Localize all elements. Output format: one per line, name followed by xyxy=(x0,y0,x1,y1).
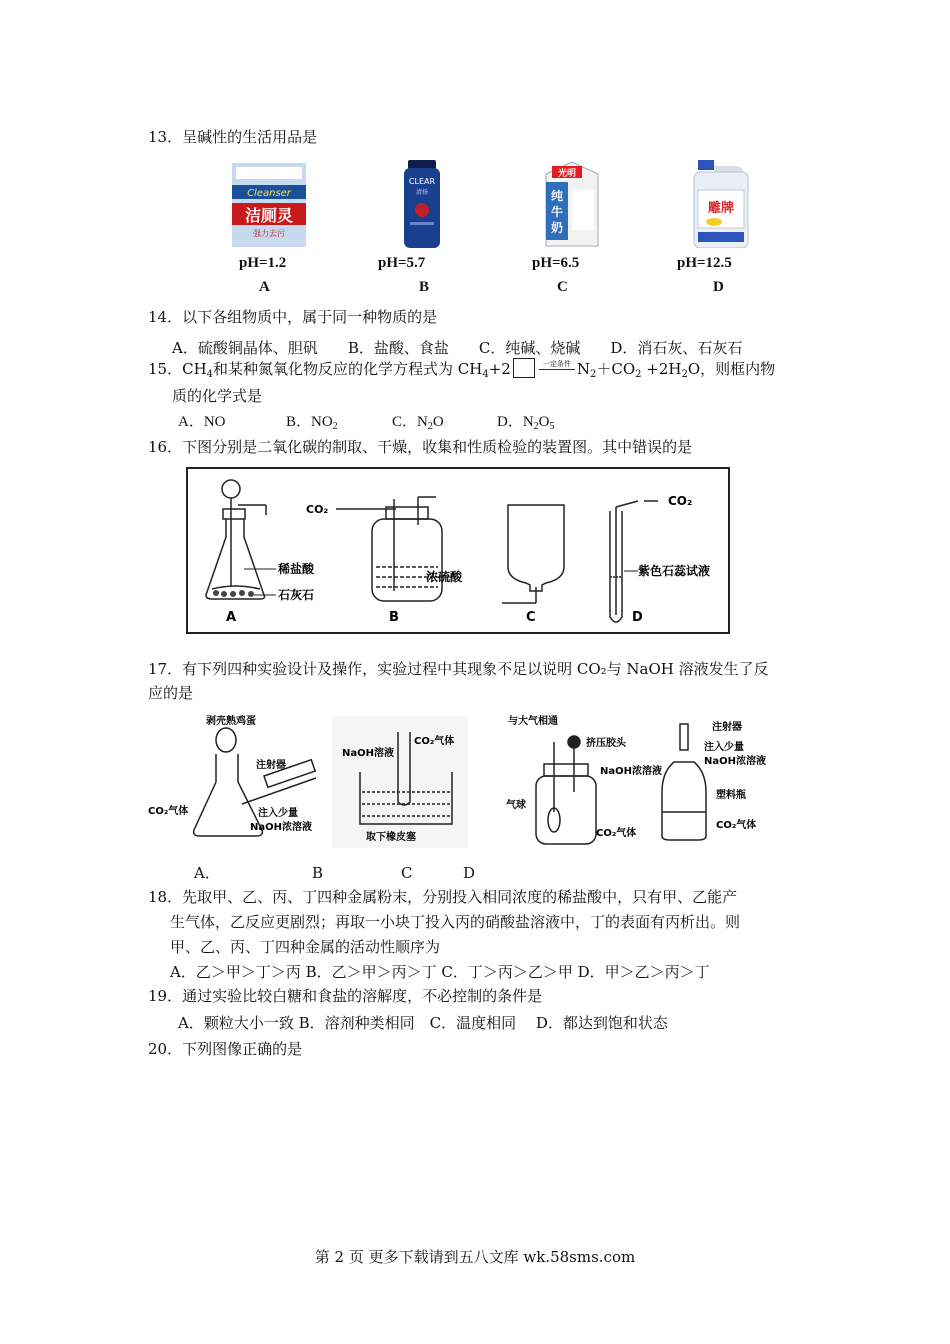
option-c-letter: C xyxy=(557,279,568,295)
q15-stem-line2: 质的化学式是 xyxy=(172,387,263,405)
q17-stem-line1: 17．有下列四种实验设计及操作，实验过程中其现象不足以说明 CO₂与 NaOH 溶液发生了反 xyxy=(148,660,769,678)
svg-text:NaOH溶液: NaOH溶液 xyxy=(342,748,394,759)
svg-text:剥壳熟鸡蛋: 剥壳熟鸡蛋 xyxy=(206,716,256,727)
product-b-image xyxy=(402,160,442,248)
q17-stem-line2: 应的是 xyxy=(148,684,194,702)
label-limestone: 石灰石 xyxy=(278,588,315,602)
q18-line3: 甲、乙、丙、丁四种金属的活动性顺序为 xyxy=(170,938,441,956)
svg-text:CO₂气体: CO₂气体 xyxy=(414,736,455,747)
product-a-ph: pH=1.2 xyxy=(239,255,287,271)
q19-options: A．颗粒大小一致 B．溶剂种类相同 C．温度相同 D．都达到饱和状态 xyxy=(178,1014,668,1032)
label-d: D xyxy=(632,610,643,625)
option-b-letter: B xyxy=(419,279,430,295)
svg-text:取下橡皮塞: 取下橡皮塞 xyxy=(366,832,416,843)
q18-line1: 18．先取甲、乙、丙、丁四种金属粉末，分别投入相同浓度的稀盐酸中，只有甲、乙能产 xyxy=(148,888,738,906)
svg-text:NaOH浓溶液: NaOH浓溶液 xyxy=(600,766,662,777)
label-acid: 稀盐酸 xyxy=(278,562,315,576)
q16-apparatus-figure xyxy=(186,467,730,634)
svg-text:牛: 牛 xyxy=(550,205,564,219)
svg-text:注射器: 注射器 xyxy=(256,760,286,771)
svg-text:NaOH浓溶液: NaOH浓溶液 xyxy=(250,822,312,833)
svg-text:注入少量: 注入少量 xyxy=(258,808,298,819)
q18-options: A．乙＞甲＞丁＞丙 B．乙＞甲＞丙＞丁 C．丁＞丙＞乙＞甲 D．甲＞乙＞丙＞丁 xyxy=(170,963,710,981)
svg-text:奶: 奶 xyxy=(550,221,564,235)
svg-text:CO₂气体: CO₂气体 xyxy=(596,828,637,839)
product-c-brand: 光明 xyxy=(557,169,577,179)
svg-text:注入少量: 注入少量 xyxy=(704,742,744,753)
product-d-ph: pH=12.5 xyxy=(677,255,732,271)
q15-option-d: D．$N_2O_5$ xyxy=(497,414,555,432)
svg-text:与大气相通: 与大气相通 xyxy=(508,716,558,727)
svg-text:挤压胶头: 挤压胶头 xyxy=(586,738,626,749)
q16-stem: 16．下图分别是二氧化碳的制取、干燥，收集和性质检验的装置图。其中错误的是 xyxy=(148,438,693,456)
answer-box xyxy=(513,358,535,378)
product-d-name: 雕牌 xyxy=(707,201,735,216)
q17-option-c: C xyxy=(401,864,413,882)
label-co2-d: CO₂ xyxy=(668,494,693,508)
q17-option-d: D xyxy=(463,864,476,882)
q14-options: A．硫酸铜晶体、胆矾 B．盐酸、食盐 C．纯碱、烧碱 D．消石灰、石灰石 xyxy=(172,339,743,357)
label-co2-b: CO₂ xyxy=(306,503,329,516)
product-d-image xyxy=(692,160,750,248)
q17-option-a: A． xyxy=(194,864,220,882)
option-a-letter: A xyxy=(259,279,270,295)
svg-text:NaOH浓溶液: NaOH浓溶液 xyxy=(704,756,766,767)
q15-option-a: A．NO xyxy=(178,414,226,430)
product-b-ph: pH=5.7 xyxy=(378,255,426,271)
q13-stem: 13．呈碱性的生活用品是 xyxy=(148,128,318,146)
reaction-condition: 一定条件 xyxy=(537,358,577,376)
svg-text:气球: 气球 xyxy=(506,800,526,811)
q15-option-b: B．$NO_2$ xyxy=(286,414,338,432)
product-c-ph: pH=6.5 xyxy=(532,255,580,271)
q20-stem: 20．下列图像正确的是 xyxy=(148,1040,303,1058)
q17-option-b: B xyxy=(312,864,324,882)
product-c-image xyxy=(542,160,602,248)
svg-text:CO₂气体: CO₂气体 xyxy=(716,820,757,831)
product-a-image xyxy=(232,163,306,247)
label-sulfuric: 浓硫酸 xyxy=(426,570,463,584)
svg-text:纯: 纯 xyxy=(550,189,564,203)
q15-option-c: C．$N_2O$ xyxy=(392,414,444,432)
label-a: A xyxy=(226,610,237,625)
q18-line2: 生气体，乙反应更剧烈；再取一小块丁投入丙的硝酸盐溶液中，丁的表面有丙析出。则 xyxy=(170,913,741,931)
q19-stem: 19．通过实验比较白糖和食盐的溶解度，不必控制的条件是 xyxy=(148,987,543,1005)
product-a-top: Cleanser xyxy=(247,188,291,199)
product-a-name: 洁厕灵 xyxy=(244,206,294,225)
product-b-sub: 清扬 xyxy=(415,189,429,196)
label-c: C xyxy=(526,610,536,625)
page-footer: 第 2 页 更多下载请到五八文库 wk.58sms.com xyxy=(314,1248,636,1266)
option-d-letter: D xyxy=(713,279,724,295)
q15-stem: 15．$CH_4$和某种氮氧化物反应的化学方程式为 $CH_4+2$ 一定条件 $N_2+CO_2 +2H_2O$，则框内物 xyxy=(148,360,776,380)
label-b: B xyxy=(389,610,399,625)
q14-stem: 14．以下各组物质中，属于同一种物质的是 xyxy=(148,308,438,326)
product-b-name: CLEAR xyxy=(408,177,436,186)
svg-text:注射器: 注射器 xyxy=(712,722,742,733)
label-litmus: 紫色石蕊试液 xyxy=(638,564,711,578)
product-a-sub: 强力去污 xyxy=(253,229,285,238)
svg-text:CO₂气体: CO₂气体 xyxy=(148,806,189,817)
svg-text:塑料瓶: 塑料瓶 xyxy=(716,790,746,801)
q17-experiments-figure xyxy=(146,712,786,852)
